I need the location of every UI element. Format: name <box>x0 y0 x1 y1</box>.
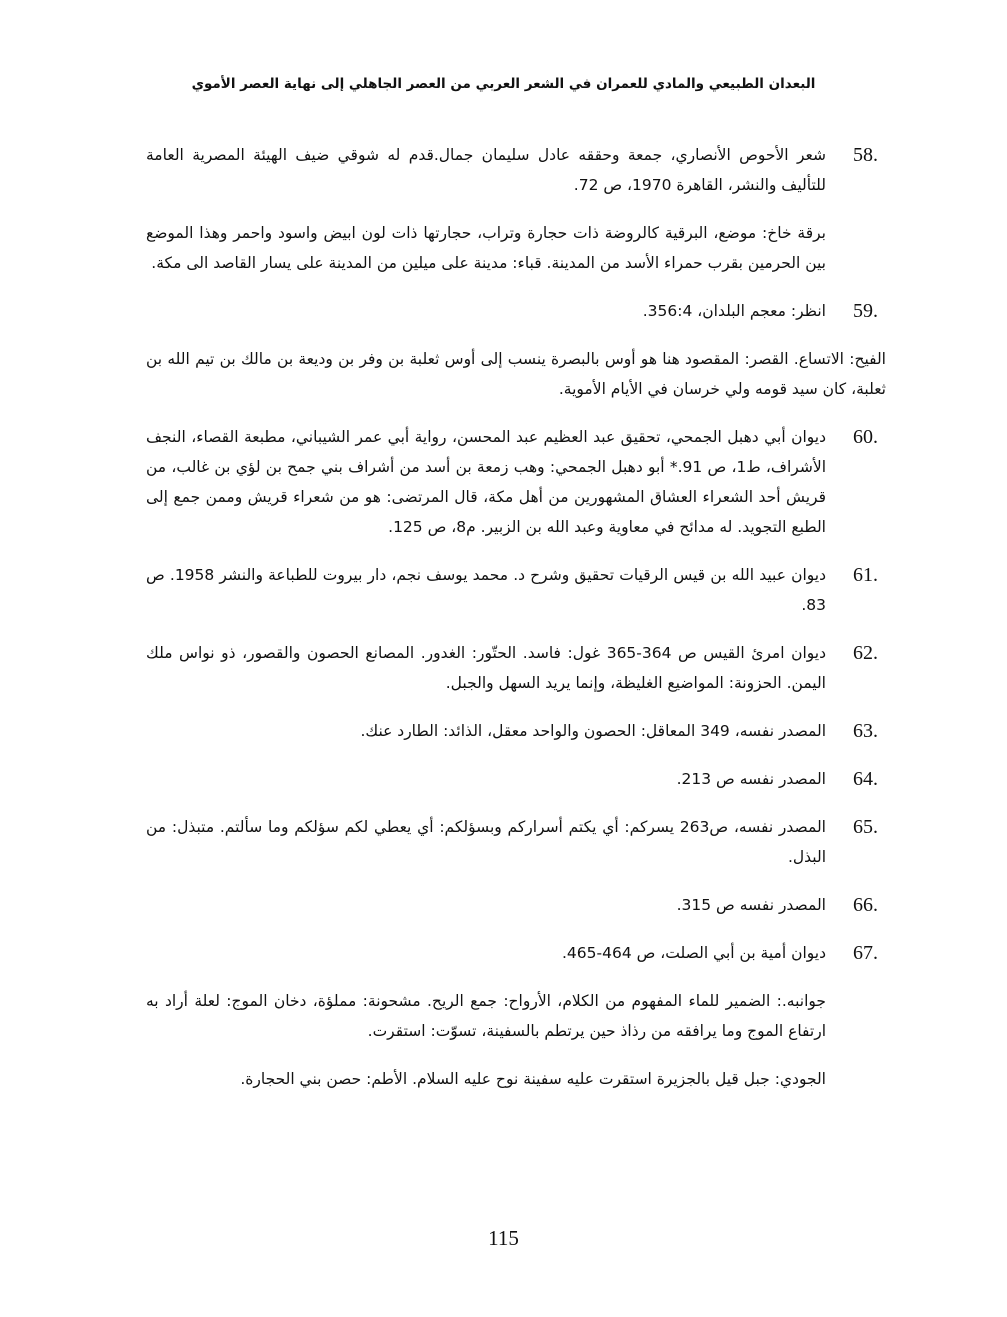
endnote-number: 63. <box>853 720 878 742</box>
endnote-number: 59. <box>853 300 878 322</box>
endnote-66 <box>146 890 886 920</box>
endnote-text: انظر: معجم البلدان، 356:4. <box>642 302 826 320</box>
endnote-number: 65. <box>853 816 878 838</box>
endnote-text: شعر الأحوص الأنصاري، جمعة وحققه عادل سليمان جمال.قدم له شوقي ضيف الهيئة المصرية العامة للتأليف والنشر، القاهرة 1970، ص 72. <box>146 146 826 194</box>
endnote-text: ديوان أمية بن أبي الصلت، ص 464-465. <box>561 944 826 962</box>
endnote-text: المصدر نفسه ص 213. <box>676 770 826 788</box>
endnote-text: ديوان امرئ القيس ص 364-365 غول: فاسد. الحتّور: الغدور. المصانع الحصون والقصور، ذو نواس ملك اليمن. الحزونة: المواضيع الغليظة، وإنما يريد السهل والجبل. <box>146 644 826 692</box>
endnote-59-gloss: الفيح: الاتساع. القصر: المقصود هنا هو أوس بالبصرة ينسب إلى أوس ثعلبة بن وفر بن وديعة بن مالك بن تيم الله بن ثعلبة، كان سيد قومه ولي خرسان في الأيام الأموية. <box>146 350 886 398</box>
endnote-text: المصدر نفسه، ص263 يسركم: أي يكتم أسراركم وبسؤلكم: أي يعطي لكم سؤلكم وما سألتم. متبذل: من البذل. <box>146 818 826 866</box>
page-number: 115 <box>488 1226 519 1250</box>
endnote-text: ديوان أبي دهبل الجمحي، تحقيق عبد العظيم عبد المحسن، رواية أبي عمر الشيباني، مطبعة القصاء، النجف الأشراف، ط1، ص 91.* أبو دهبل الجمحي: وهب زمعة بن أسد من أشراف بني جمح بن لؤي بن غالب، من قريش أحد الشعراء العشاق المشهورين من أهل مكة، قال المرتضى: هو من شعراء قريش وممن جمع إلى الطبع التجويد. له مدائح في معاوية وعبد الله بن الزبير. م8، ص 125. <box>146 428 826 536</box>
endnote-64 <box>146 764 886 794</box>
endnote-text: المصدر نفسه، 349 المعاقل: الحصون والواحد معقل، الذائد: الطارد عنك. <box>360 722 826 740</box>
endnote-65 <box>146 812 886 872</box>
endnote-number: 62. <box>853 642 878 664</box>
running-header: البعدان الطبيعي والمادي للعمران في الشعر العربي من العصر الجاهلي إلى نهاية العصر الأموي <box>191 76 816 92</box>
endnote-number: 64. <box>853 768 878 790</box>
endnote-62 <box>146 638 886 698</box>
endnote-58 <box>146 140 886 200</box>
endnote-text: ديوان عبيد الله بن قيس الرقيات تحقيق وشرح د. محمد يوسف نجم، دار بيروت للطباعة والنشر 1958. ص 83. <box>146 566 826 614</box>
endnote-63 <box>146 716 886 746</box>
endnote-59 <box>146 296 886 326</box>
endnote-number: 67. <box>853 942 878 964</box>
endnote-number: 60. <box>853 426 878 448</box>
endnote-60 <box>146 422 886 542</box>
endnote-58-gloss: برقة خاخ: موضع، البرقية كالروضة ذات حجارة وتراب، حجارتها ذات لون ابيض واسود واحمر وهذا الموضع بين الحرمين بقرب حمراء الأسد من المدينة. قباء: مدينة على ميلين من المدينة على يسار القاصد الى مكة. <box>146 224 826 272</box>
endnote-67-gloss: جوانبه.: الضمير للماء المفهوم من الكلام، الأرواح: جمع الريح. مشحونة: مملؤة، دخان الموج: لعلة أراد به ارتفاع الموج وما يرافقه من رذاذ حين يرتطم بالسفينة، تسوّت: استقرت. <box>146 992 826 1040</box>
endnote-67-gloss-2: الجودي: جبل قيل بالجزيرة استقرت عليه سفينة نوح عليه السلام. الأطم: حصن بني الحجارة. <box>240 1070 826 1088</box>
endnote-number: 61. <box>853 564 878 586</box>
endnotes-list <box>146 140 886 1112</box>
endnote-number: 58. <box>853 144 878 166</box>
endnote-67 <box>146 938 886 968</box>
endnote-number: 66. <box>853 894 878 916</box>
endnote-61 <box>146 560 886 620</box>
endnote-text: المصدر نفسه ص 315. <box>676 896 826 914</box>
